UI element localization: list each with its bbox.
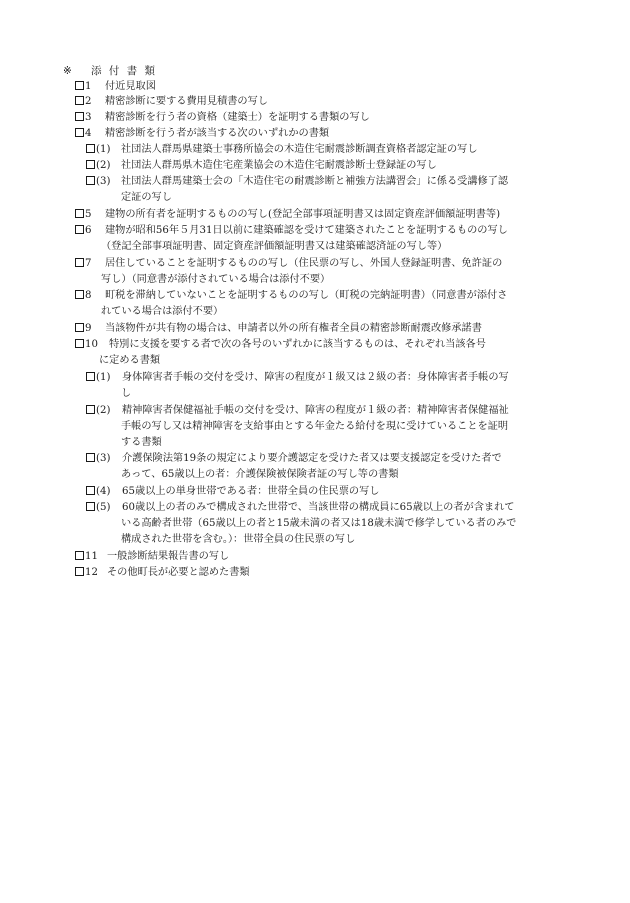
section-heading bbox=[63, 65, 157, 77]
checkbox-icon[interactable] bbox=[75, 339, 84, 348]
item-number: 6 bbox=[85, 225, 92, 236]
checkbox-icon[interactable] bbox=[75, 112, 84, 121]
item-number: 1 bbox=[85, 81, 92, 92]
item-number: 7 bbox=[85, 258, 92, 269]
list-item bbox=[75, 339, 486, 351]
list-item bbox=[75, 112, 370, 124]
sub-list-item bbox=[86, 176, 508, 188]
checkbox-icon[interactable] bbox=[86, 372, 95, 381]
item-text-continued: する書類 bbox=[121, 437, 162, 448]
sub-list-item bbox=[86, 502, 514, 514]
item-text: 社団法人群馬建築士会の「木造住宅の耐震診断と補強方法講習会」に係る受講修了認 bbox=[121, 176, 509, 187]
item-text-continued: （登記全部事項証明書、固定資産評価額証明書又は建築確認済証の写し等） bbox=[101, 241, 448, 252]
sub-list-item bbox=[86, 486, 379, 498]
item-text: 社団法人群馬県木造住宅産業協会の木造住宅耐震診断士登録証の写し bbox=[121, 160, 437, 171]
checkbox-icon[interactable] bbox=[86, 144, 95, 153]
item-text: 65歳以上の単身世帯である者：世帯全員の住民票の写し bbox=[122, 486, 380, 497]
list-item bbox=[75, 323, 482, 335]
checkbox-icon[interactable] bbox=[75, 96, 84, 105]
item-text-continued: あって、65歳以上の者：介護保険被保険者証の写し等の書類 bbox=[121, 469, 399, 480]
item-number: (2) bbox=[96, 405, 111, 416]
list-item bbox=[75, 81, 156, 93]
sub-list-item bbox=[86, 453, 502, 465]
item-number: (5) bbox=[96, 502, 111, 513]
item-number: (3) bbox=[96, 176, 111, 187]
item-number: 11 bbox=[85, 551, 98, 562]
item-number: (1) bbox=[96, 144, 111, 155]
item-text: 一般診断結果報告書の写し bbox=[107, 551, 230, 562]
item-text: その他町長が必要と認めた書類 bbox=[107, 567, 250, 578]
list-item bbox=[75, 225, 508, 237]
item-text: 居住していることを証明するものの写し（住民票の写し、外国人登録証明書、免許証の bbox=[105, 258, 503, 269]
item-number: 2 bbox=[85, 96, 92, 107]
checkbox-icon[interactable] bbox=[75, 81, 84, 90]
item-text: 精密診断を行う者が該当する次のいずれかの書類 bbox=[105, 128, 330, 139]
item-text: 特別に支援を要する者で次の各号のいずれかに該当するものは、それぞれ当該各号 bbox=[109, 339, 486, 350]
item-text: 精神障害者保健福祉手帳の交付を受け、障害の程度が１級の者：精神障害者保健福祉 bbox=[122, 405, 509, 416]
item-text: 当該物件が共有物の場合は、申請者以外の所有権者全員の精密診断耐震改修承諾書 bbox=[105, 323, 482, 334]
list-item bbox=[75, 290, 507, 302]
checkbox-icon[interactable] bbox=[75, 567, 84, 576]
list-item bbox=[75, 258, 502, 270]
item-text-continued: 写し）（同意書が添付されている場合は添付不要） bbox=[101, 274, 331, 285]
list-item bbox=[75, 567, 250, 579]
checkbox-icon[interactable] bbox=[86, 176, 95, 185]
sub-list-item bbox=[86, 160, 437, 172]
item-text-continued: し bbox=[121, 388, 132, 399]
list-item bbox=[75, 209, 500, 221]
checkbox-icon[interactable] bbox=[86, 405, 95, 414]
item-number: (3) bbox=[96, 453, 111, 464]
item-number: 12 bbox=[85, 567, 98, 578]
sub-list-item bbox=[86, 144, 478, 156]
checkbox-icon[interactable] bbox=[75, 258, 84, 267]
section-title: 添 付 書 類 bbox=[91, 65, 158, 77]
item-number: (1) bbox=[96, 372, 111, 383]
checkbox-icon[interactable] bbox=[86, 502, 95, 511]
checkbox-icon[interactable] bbox=[86, 160, 95, 169]
checkbox-icon[interactable] bbox=[86, 453, 95, 462]
checkbox-icon[interactable] bbox=[75, 290, 84, 299]
item-text: 身体障害者手帳の交付を受け、障害の程度が１級又は２級の者：身体障害者手帳の写 bbox=[122, 372, 509, 383]
checkbox-icon[interactable] bbox=[75, 209, 84, 218]
checkbox-icon[interactable] bbox=[75, 128, 84, 137]
item-text: 精密診断を行う者の資格（建築士）を証明する書類の写し bbox=[105, 112, 370, 123]
item-text: 介護保険法第19条の規定により要介護認定を受けた者又は要支援認定を受けた者で bbox=[122, 453, 502, 464]
list-item bbox=[75, 551, 229, 563]
item-number: (2) bbox=[96, 160, 111, 171]
item-text-continued: れている場合は添付不要） bbox=[101, 306, 224, 317]
item-number: 8 bbox=[85, 290, 92, 301]
item-text-continued: 構成された世帯を含む。）：世帯全員の住民票の写し bbox=[121, 534, 356, 545]
list-item bbox=[75, 128, 329, 140]
item-text: 精密診断に要する費用見積書の写し bbox=[105, 96, 268, 107]
item-text: 建物が昭和56年５月31日以前に建築確認を受けて建築されたことを証明するものの写し bbox=[105, 225, 508, 236]
sub-list-item bbox=[86, 405, 509, 417]
item-number: 10 bbox=[85, 339, 98, 350]
item-text: 社団法人群馬県建築士事務所協会の木造住宅耐震診断調査資格者認定証の写し bbox=[121, 144, 478, 155]
item-number: 9 bbox=[85, 323, 92, 334]
item-number: 4 bbox=[85, 128, 92, 139]
item-text-continued: いる高齢者世帯（65歳以上の者と15歳未満の者又は18歳未満で修学している者のみで bbox=[121, 518, 517, 529]
checkbox-icon[interactable] bbox=[86, 486, 95, 495]
item-text-continued: 手帳の写し又は精神障害を支給事由とする年金たる給付を現に受けていることを証明 bbox=[121, 421, 509, 432]
item-text: 付近見取図 bbox=[105, 81, 156, 92]
item-text-continued: 定証の写し bbox=[121, 192, 172, 203]
reference-mark: ※ bbox=[63, 65, 72, 77]
item-text: 町税を滞納していないことを証明するものの写し（町税の完納証明書）（同意書が添付さ bbox=[105, 290, 508, 301]
checkbox-icon[interactable] bbox=[75, 225, 84, 234]
item-text-continued: に定める書類 bbox=[99, 355, 161, 366]
item-number: 3 bbox=[85, 112, 92, 123]
list-item bbox=[75, 96, 268, 108]
item-number: 5 bbox=[85, 209, 92, 220]
item-text: 60歳以上の者のみで構成された世帯で、当該世帯の構成員に65歳以上の者が含まれて bbox=[122, 502, 515, 513]
item-text: 建物の所有者を証明するものの写し(登記全部事項証明書又は固定資産評価額証明書等) bbox=[105, 209, 501, 220]
checkbox-icon[interactable] bbox=[75, 551, 84, 560]
item-number: (4) bbox=[96, 486, 111, 497]
sub-list-item bbox=[86, 372, 509, 384]
checkbox-icon[interactable] bbox=[75, 323, 84, 332]
